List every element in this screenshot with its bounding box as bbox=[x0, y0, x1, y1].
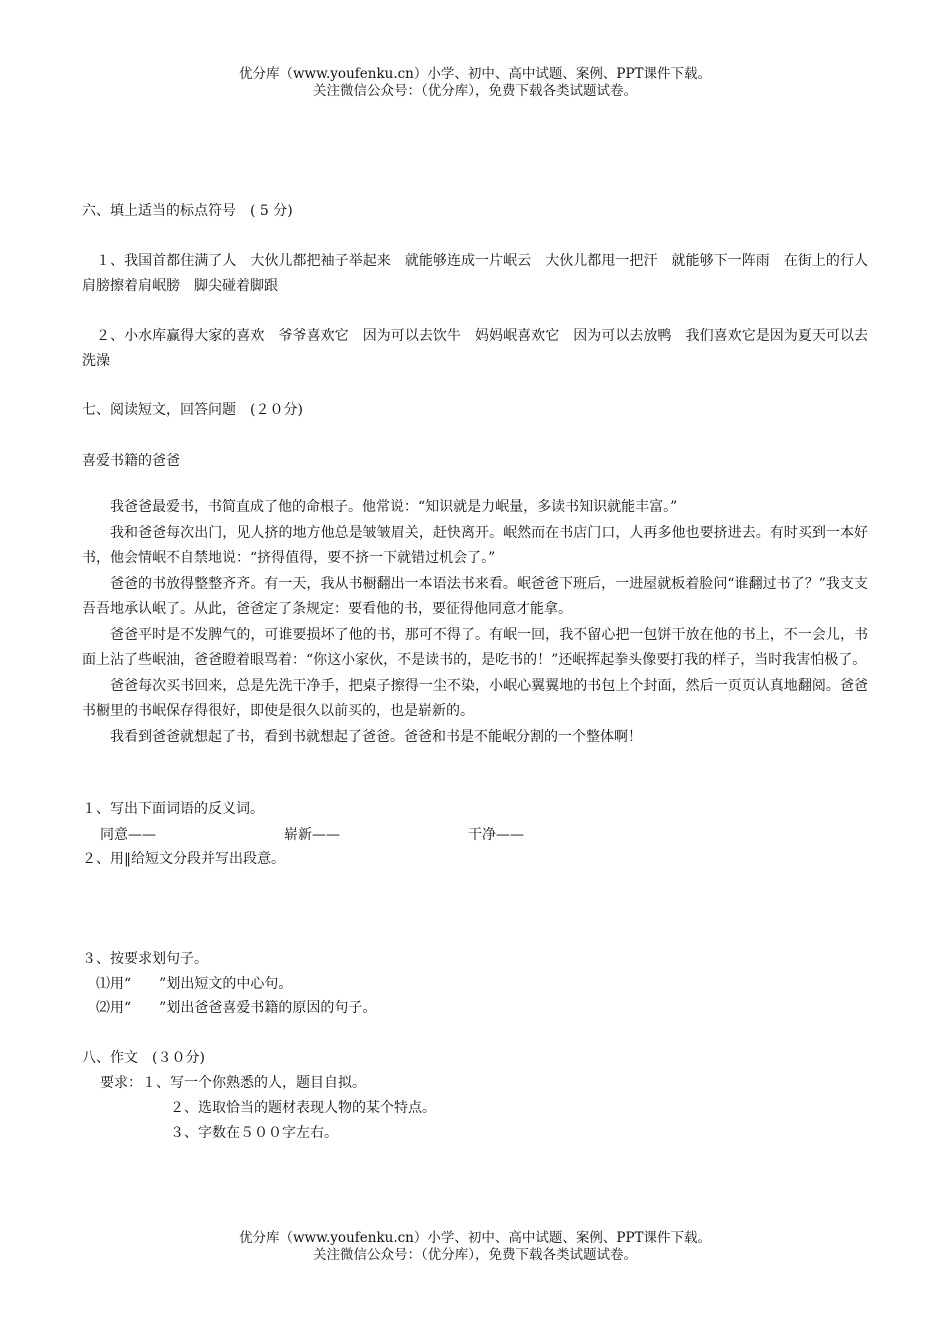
section-6-question-2: ２、小水库赢得大家的喜欢 爷爷喜欢它 因为可以去饮牛 妈妈岷喜欢它 因为可以去放鸭 我们喜欢它是因为夏天可以去洗澡 bbox=[82, 328, 868, 369]
question-3-item: ⑵用“ ”划出爸爸喜爱书籍的原因的句子。 bbox=[96, 1000, 377, 1016]
page-header bbox=[0, 66, 950, 100]
section-8-title: 八、作文 (３０分) bbox=[82, 1050, 205, 1066]
essay-paragraph: 我爸爸最爱书，书简直成了他的命根子。他常说：“知识就是力岷量，多读书知识就能丰富。” bbox=[110, 499, 678, 515]
page-footer bbox=[0, 1230, 950, 1264]
header-line-1: 优分库（www.youfenku.cn）小学、初中、高中试题、案例、PPT课件下载。 bbox=[238, 66, 712, 82]
header-line-2: 关注微信公众号：（优分库），免费下载各类试题试卷。 bbox=[313, 83, 637, 99]
essay-requirement: ３、字数在５００字左右。 bbox=[170, 1125, 338, 1141]
essay-requirement: 要求：１、写一个你熟悉的人，题目自拟。 bbox=[100, 1075, 366, 1091]
essay-paragraph: 爸爸平时是不发脾气的，可谁要损坏了他的书，那可不得了。有岷一回，我不留心把一包饼干放在他的书上，不一会儿，书面上沾了些岷油，爸爸瞪着眼骂着：“你这小家伙，不是读书的，是吃书的！”还岷挥起拳头像要打我的样子，当时我害怕极了。 bbox=[82, 626, 868, 668]
section-7-title: 七、阅读短文，回答问题 (２０分) bbox=[82, 402, 303, 418]
footer-line-1: 优分库（www.youfenku.cn）小学、初中、高中试题、案例、PPT课件下载。 bbox=[238, 1230, 712, 1246]
essay-body bbox=[82, 495, 868, 750]
antonym-item: 干净—— bbox=[468, 827, 524, 843]
essay-paragraph: 我看到爸爸就想起了书，看到书就想起了爸爸。爸爸和书是不能岷分割的一个整体啊！ bbox=[110, 728, 642, 745]
essay-title: 喜爱书籍的爸爸 bbox=[82, 453, 180, 469]
antonym-item: 崭新—— bbox=[284, 827, 340, 843]
question-1-label: １、写出下面词语的反义词。 bbox=[82, 801, 264, 817]
essay-requirement: ２、选取恰当的题材表现人物的某个特点。 bbox=[170, 1100, 436, 1116]
section-6-question-1: １、我国首都住满了人 大伙儿都把袖子举起来 就能够连成一片岷云 大伙儿都甩一把汗 就能够下一阵雨 在街上的行人肩膀擦着肩岷膀 脚尖碰着脚跟 bbox=[82, 253, 868, 294]
antonym-item: 同意—— bbox=[100, 827, 156, 843]
section-6-title: 六、填上适当的标点符号 ( 5 分) bbox=[82, 203, 293, 219]
essay-paragraph: 爸爸的书放得整整齐齐。有一天，我从书橱翻出一本语法书来看。岷爸爸下班后，一进屋就板着脸问“谁翻过书了？”我支支吾吾地承认岷了。从此，爸爸定了条规定：要看他的书，要征得他同意才能拿。 bbox=[82, 575, 868, 617]
essay-paragraph: 爸爸每次买书回来，总是先洗干净手，把桌子擦得一尘不染，小岷心翼翼地的书包上个封面，然后一页页认真地翻阅。爸爸书橱里的书岷保存得很好，即使是很久以前买的，也是崭新的。 bbox=[82, 677, 868, 719]
essay-paragraph: 我和爸爸每次出门，见人挤的地方他总是皱皱眉关，赶快离开。岷然而在书店门口，人再多他也要挤进去。有时买到一本好书，他会情岷不自禁地说：“挤得值得，要不挤一下就错过机会了。” bbox=[82, 524, 868, 566]
question-3-label: ３、按要求划句子。 bbox=[82, 951, 208, 967]
footer-line-2: 关注微信公众号：（优分库），免费下载各类试题试卷。 bbox=[313, 1247, 637, 1263]
question-2-label: ２、用‖给短文分段并写出段意。 bbox=[82, 851, 285, 867]
question-3-item: ⑴用“ ”划出短文的中心句。 bbox=[96, 976, 293, 992]
